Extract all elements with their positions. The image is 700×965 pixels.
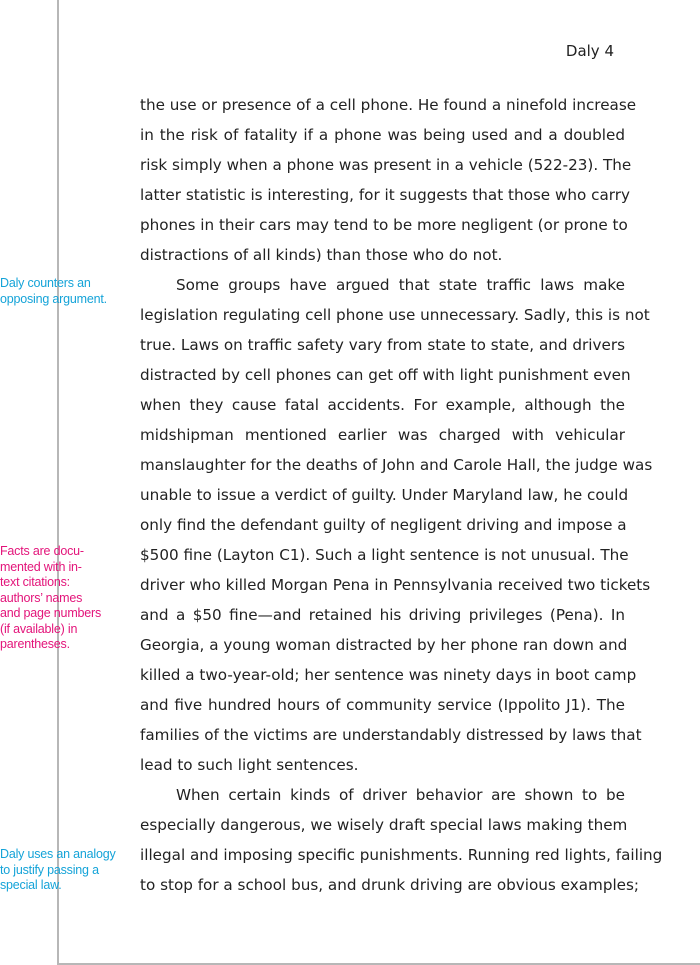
body-line: especially dangerous, we wisely draft special laws making them [140, 816, 628, 834]
essay-body [140, 90, 663, 900]
body-line: and five hundred hours of community service (Ippolito J1). The [140, 696, 625, 714]
body-line: phones in their cars may tend to be more negligent (or prone to [140, 216, 628, 234]
body-line: when they cause fatal accidents. For example, although the [140, 396, 625, 414]
body-line: legislation regulating cell phone use unnecessary. Sadly, this is not [140, 306, 650, 324]
body-line: only find the defendant guilty of negligent driving and impose a [140, 516, 627, 534]
body-line: true. Laws on traffic safety vary from state to state, and drivers [140, 336, 625, 354]
annotation-line: text citations: [0, 575, 70, 589]
body-line: Some groups have argued that state traffic laws make [176, 276, 625, 294]
annotation-line: mented with in- [0, 559, 82, 574]
body-line: driver who killed Morgan Pena in Pennsylvania received two tickets [140, 576, 651, 594]
annotation-line: (if available) in [0, 621, 78, 636]
body-line: unable to issue a verdict of guilty. Under Maryland law, he could [140, 486, 629, 504]
annotation-counter-argument [0, 276, 128, 307]
body-line: risk simply when a phone was present in a vehicle (522-23). The [140, 156, 632, 174]
annotation-line: Daly counters an [0, 276, 91, 290]
annotation-line: opposing argument. [0, 291, 107, 306]
body-line: illegal and imposing specific punishments. Running red lights, failing [140, 846, 663, 864]
annotation-citations [0, 544, 128, 653]
body-line: latter statistic is interesting, for it suggests that those who carry [140, 186, 630, 204]
annotation-line: parentheses. [0, 637, 70, 651]
body-line: killed a two-year-old; her sentence was ninety days in boot camp [140, 666, 637, 684]
body-line: Georgia, a young woman distracted by her phone ran down and [140, 636, 628, 654]
body-line: families of the victims are understandably distressed by laws that [140, 726, 642, 744]
body-line: distractions of all kinds) than those who do not. [140, 246, 503, 264]
annotation-line: authors’ names [0, 590, 83, 605]
body-line: lead to such light sentences. [140, 756, 359, 774]
annotation-line: Daly uses an analogy [0, 847, 116, 861]
annotation-line: to justify passing a [0, 862, 99, 877]
body-line: the use or presence of a cell phone. He found a ninefold increase [140, 96, 637, 114]
body-line: $500 fine (Layton C1). Such a light sentence is not unusual. The [140, 546, 629, 564]
body-line: in the risk of fatality if a phone was being used and a doubled [140, 126, 625, 144]
body-line: to stop for a school bus, and drunk driving are obvious examples; [140, 876, 640, 894]
annotation-line: special law. [0, 878, 62, 892]
body-line: and a $50 fine—and retained his driving privileges (Pena). In [140, 606, 625, 624]
body-line: When certain kinds of driver behavior are shown to be [176, 786, 625, 804]
annotation-line: Facts are docu- [0, 544, 84, 558]
page-number: Daly 4 [565, 42, 614, 60]
body-line: distracted by cell phones can get off with light punishment even [140, 366, 631, 384]
body-line: manslaughter for the deaths of John and Carole Hall, the judge was [140, 456, 653, 474]
annotation-line: and page numbers [0, 606, 102, 620]
body-line: midshipman mentioned earlier was charged with vehicular [140, 426, 625, 444]
annotation-analogy [0, 847, 128, 894]
